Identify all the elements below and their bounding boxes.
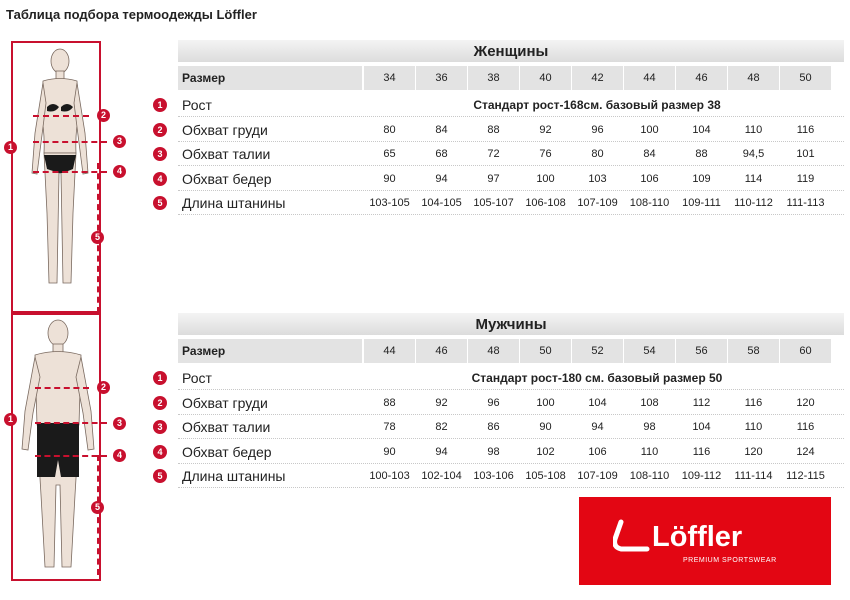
table-cell: 124 <box>796 446 815 458</box>
row-divider <box>178 116 844 117</box>
size-header-label: Размер <box>178 339 362 363</box>
chest-measure-line <box>35 387 89 389</box>
table-cell: 103-106 <box>473 470 514 482</box>
table-cell: 111-114 <box>734 470 773 482</box>
marker-hips: 4 <box>113 165 126 178</box>
row-divider <box>178 389 844 390</box>
marker-height: 1 <box>4 141 17 154</box>
table-cell: 104 <box>692 421 711 433</box>
page-title: Таблица подбора термоодежды Löffler <box>6 7 257 22</box>
table-cell: 82 <box>435 421 448 433</box>
table-cell: 94,5 <box>742 148 765 160</box>
size-cell: 54 <box>624 339 675 363</box>
table-cell: 104 <box>692 124 711 136</box>
men-measurement-figure <box>7 313 122 581</box>
male-body-illustration <box>13 315 99 579</box>
row-marker: 3 <box>153 420 167 434</box>
waist-measure-line <box>33 141 107 143</box>
size-cell: 48 <box>728 66 779 90</box>
row-marker: 1 <box>153 98 167 112</box>
table-cell: 100 <box>536 397 555 409</box>
table-cell: 110 <box>744 421 763 433</box>
table-cell: 106-108 <box>525 197 566 209</box>
row-marker: 4 <box>153 445 167 459</box>
table-cell: 112-115 <box>786 470 825 482</box>
table-cell: 116 <box>692 446 711 458</box>
row-label-waist: Обхват талии <box>182 419 271 435</box>
table-cell: 106 <box>640 173 659 185</box>
women-height-row <box>148 93 844 117</box>
logo-tagline: PREMIUM SPORTSWEAR <box>683 557 777 564</box>
row-label-inseam: Длина штанины <box>182 468 286 484</box>
table-cell: 110 <box>640 446 659 458</box>
table-cell: 96 <box>487 397 500 409</box>
waist-measure-line <box>35 422 107 424</box>
table-cell: 80 <box>591 148 604 160</box>
women-chest-row <box>148 118 844 142</box>
loffler-l-mark-icon <box>613 519 653 557</box>
table-cell: 65 <box>383 148 396 160</box>
chest-measure-line <box>33 115 89 117</box>
men-size-row <box>148 339 844 363</box>
table-cell: 88 <box>695 148 708 160</box>
row-label-chest: Обхват груди <box>182 395 268 411</box>
table-cell: 116 <box>796 124 815 136</box>
loffler-logo <box>579 497 831 585</box>
table-cell: 97 <box>487 173 500 185</box>
size-cell: 46 <box>676 66 727 90</box>
table-cell: 101 <box>796 148 815 160</box>
row-marker: 5 <box>153 469 167 483</box>
marker-chest: 2 <box>97 109 110 122</box>
marker-waist: 3 <box>113 135 126 148</box>
table-cell: 78 <box>383 421 396 433</box>
table-cell: 102-104 <box>421 470 462 482</box>
table-cell: 105-107 <box>473 197 514 209</box>
row-divider <box>178 165 844 166</box>
table-cell: 76 <box>539 148 552 160</box>
marker-waist: 3 <box>113 417 126 430</box>
table-cell: 109 <box>692 173 711 185</box>
women-measurement-figure <box>7 41 122 313</box>
table-cell: 90 <box>539 421 552 433</box>
marker-chest: 2 <box>97 381 110 394</box>
table-cell: 98 <box>643 421 656 433</box>
table-cell: 107-109 <box>577 197 618 209</box>
men-waist-row <box>148 415 844 439</box>
table-cell: 96 <box>591 124 604 136</box>
marker-hips: 4 <box>113 449 126 462</box>
size-cell: 38 <box>468 66 519 90</box>
women-waist-row <box>148 142 844 166</box>
size-cell: 44 <box>364 339 415 363</box>
table-cell: 103-105 <box>369 197 410 209</box>
row-label-hips: Обхват бедер <box>182 444 272 460</box>
men-chest-row <box>148 391 844 415</box>
row-label-chest: Обхват груди <box>182 122 268 138</box>
size-cell: 40 <box>520 66 571 90</box>
marker-height: 1 <box>4 413 17 426</box>
row-divider <box>178 487 844 488</box>
men-hips-row <box>148 440 844 464</box>
row-marker: 1 <box>153 371 167 385</box>
table-cell: 108 <box>640 397 659 409</box>
table-cell: 104 <box>588 397 607 409</box>
table-cell: 84 <box>643 148 656 160</box>
row-divider <box>178 214 844 215</box>
table-cell: 110-112 <box>734 197 773 209</box>
table-cell: 108-110 <box>629 470 670 482</box>
table-cell: 110 <box>744 124 763 136</box>
table-cell: 116 <box>796 421 815 433</box>
men-inseam-row <box>148 464 844 488</box>
table-cell: 120 <box>744 446 763 458</box>
table-cell: 119 <box>796 173 815 185</box>
table-cell: 107-109 <box>577 470 618 482</box>
logo-brand: Löffler <box>652 521 743 553</box>
size-cell: 44 <box>624 66 675 90</box>
table-cell: 103 <box>588 173 607 185</box>
women-hips-row <box>148 167 844 191</box>
women-heading: Женщины <box>178 40 844 62</box>
table-cell: 105-108 <box>525 470 566 482</box>
table-cell: 108-110 <box>629 197 670 209</box>
inseam-measure-line <box>97 455 99 575</box>
table-cell: 109-112 <box>681 470 722 482</box>
men-height-row <box>148 366 844 390</box>
table-cell: 100-103 <box>369 470 410 482</box>
row-marker: 5 <box>153 196 167 210</box>
table-cell: 116 <box>744 397 763 409</box>
table-cell: 98 <box>487 446 500 458</box>
female-body-illustration <box>13 43 99 311</box>
marker-inseam: 5 <box>91 231 104 244</box>
row-marker: 2 <box>153 123 167 137</box>
table-cell: 120 <box>796 397 815 409</box>
size-cell: 56 <box>676 339 727 363</box>
row-label-height: Рост <box>182 97 212 113</box>
size-cell: 58 <box>728 339 779 363</box>
table-cell: 84 <box>435 124 448 136</box>
marker-inseam: 5 <box>91 501 104 514</box>
row-label-inseam: Длина штанины <box>182 195 286 211</box>
table-cell: 111-113 <box>786 197 825 209</box>
table-cell: 88 <box>383 397 396 409</box>
row-marker: 4 <box>153 172 167 186</box>
table-cell: 109-111 <box>682 197 721 209</box>
table-cell: 94 <box>435 173 448 185</box>
size-cell: 36 <box>416 66 467 90</box>
size-cell: 60 <box>780 339 831 363</box>
table-cell: 100 <box>536 173 555 185</box>
table-cell: 114 <box>744 173 763 185</box>
table-cell: 102 <box>536 446 555 458</box>
size-cell: 48 <box>468 339 519 363</box>
table-cell: 88 <box>487 124 500 136</box>
size-cell: 42 <box>572 66 623 90</box>
size-cell: 46 <box>416 339 467 363</box>
table-cell: 100 <box>640 124 659 136</box>
size-cell: 50 <box>520 339 571 363</box>
table-cell: 94 <box>435 446 448 458</box>
women-size-row <box>148 66 844 90</box>
table-cell: 72 <box>487 148 500 160</box>
table-cell: 90 <box>383 173 396 185</box>
table-cell: 94 <box>591 421 604 433</box>
table-cell: 104-105 <box>421 197 462 209</box>
row-divider <box>178 438 844 439</box>
women-height-note: Стандарт рост-168см. базовый размер 38 <box>473 98 721 112</box>
row-label-height: Рост <box>182 370 212 386</box>
women-inseam-row <box>148 191 844 215</box>
table-cell: 68 <box>435 148 448 160</box>
table-cell: 90 <box>383 446 396 458</box>
table-cell: 92 <box>435 397 448 409</box>
size-header-label: Размер <box>178 66 362 90</box>
table-cell: 86 <box>487 421 500 433</box>
men-heading: Мужчины <box>178 313 844 335</box>
row-label-waist: Обхват талии <box>182 146 271 162</box>
size-cell: 50 <box>780 66 831 90</box>
size-cell: 34 <box>364 66 415 90</box>
row-marker: 3 <box>153 147 167 161</box>
table-cell: 112 <box>692 397 711 409</box>
size-cell: 52 <box>572 339 623 363</box>
table-cell: 106 <box>588 446 607 458</box>
hips-measure-line <box>33 171 107 173</box>
table-cell: 80 <box>383 124 396 136</box>
men-height-note: Стандарт рост-180 см. базовый размер 50 <box>471 371 723 385</box>
row-label-hips: Обхват бедер <box>182 171 272 187</box>
table-cell: 92 <box>539 124 552 136</box>
row-marker: 2 <box>153 396 167 410</box>
